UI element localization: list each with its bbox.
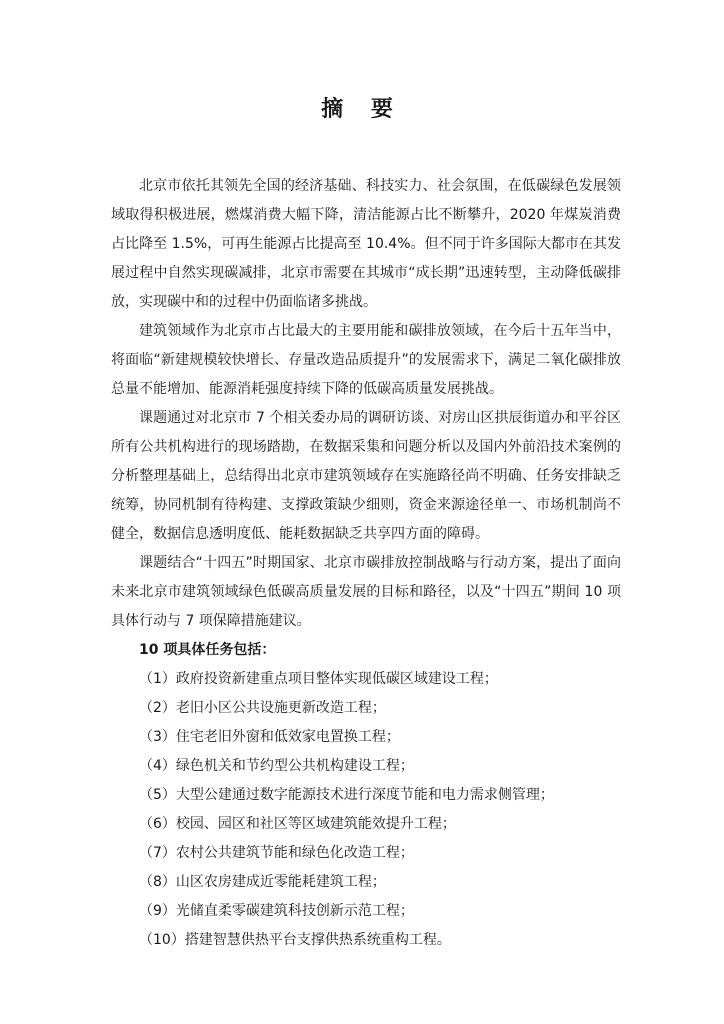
task-item-8: （8）山区农房建成近零能耗建筑工程； (139, 874, 386, 890)
task-item-6: （6）校园、园区和社区等区域建筑能效提升工程； (139, 816, 456, 832)
task-item-9: （9）光储直柔零碳建筑科技创新示范工程； (139, 903, 414, 919)
task-item-4: （4）绿色机关和节约型公共机构建设工程； (139, 758, 414, 774)
task-item-2: （2）老旧小区公共设施更新改造工程； (139, 700, 386, 716)
paragraph-4: 课题结合“十四五”时期国家、北京市碳排放控制战略与行动方案，提出了面向未来北京市建筑领域绿色低碳高质量发展的目标和路径，以及“十四五”期间 10 项具体行动与 7 项保障措施建议。 (111, 555, 621, 629)
task-item-1: （1）政府投资新建重点项目整体实现低碳区域建设工程； (139, 671, 498, 687)
paragraph-3: 课题通过对北京市 7 个相关委办局的调研访谈、对房山区拱辰街道办和平谷区所有公共机构进行的现场踏勘，在数据采集和问题分析以及国内外前沿技术案例的分析整理基础上，总结得出北京市建筑领域存在实施路径尚不明确、任务安排缺乏统筹，协同机制有待构建、支撑政策缺少细则，资金来源途径单一、市场机制尚不健全，数据信息透明度低、能耗数据缺乏共享四方面的障碍。 (111, 410, 621, 542)
paragraph-1: 北京市依托其领先全国的经济基础、科技实力、社会氛围，在低碳绿色发展领域取得积极进展，燃煤消费大幅下降，清洁能源占比不断攀升，2020 年煤炭消费占比降至 1.5%，可再生能源占比提高至 10.4%。但不同于许多国际大都市在其发展过程中自然实现碳减排，北京市需要在其城市“成长期”迅速转型，主动降低碳排放，实现碳中和的过程中仍面临诸多挑战。 (111, 178, 621, 310)
page-title: 摘 要 (321, 97, 403, 122)
paragraph-2: 建筑领域作为北京市占比最大的主要用能和碳排放领域，在今后十五年当中，将面临“新建规模较快增长、存量改造品质提升”的发展需求下，满足二氧化碳排放总量不能增加、能源消耗强度持续下降的低碳高质量发展挑战。 (111, 323, 621, 397)
task-item-10: （10）搭建智慧供热平台支撑供热系统重构工程。 (139, 932, 451, 948)
abstract-body (111, 172, 621, 955)
task-item-5: （5）大型公建通过数字能源技术进行深度节能和电力需求侧管理； (139, 787, 554, 803)
tasks-heading: 10 项具体任务包括： (139, 642, 276, 658)
task-item-3: （3）住宅老旧外窗和低效家电置换工程； (139, 729, 400, 745)
task-list (111, 665, 621, 955)
task-item-7: （7）农村公共建筑节能和绿色化改造工程； (139, 845, 414, 861)
